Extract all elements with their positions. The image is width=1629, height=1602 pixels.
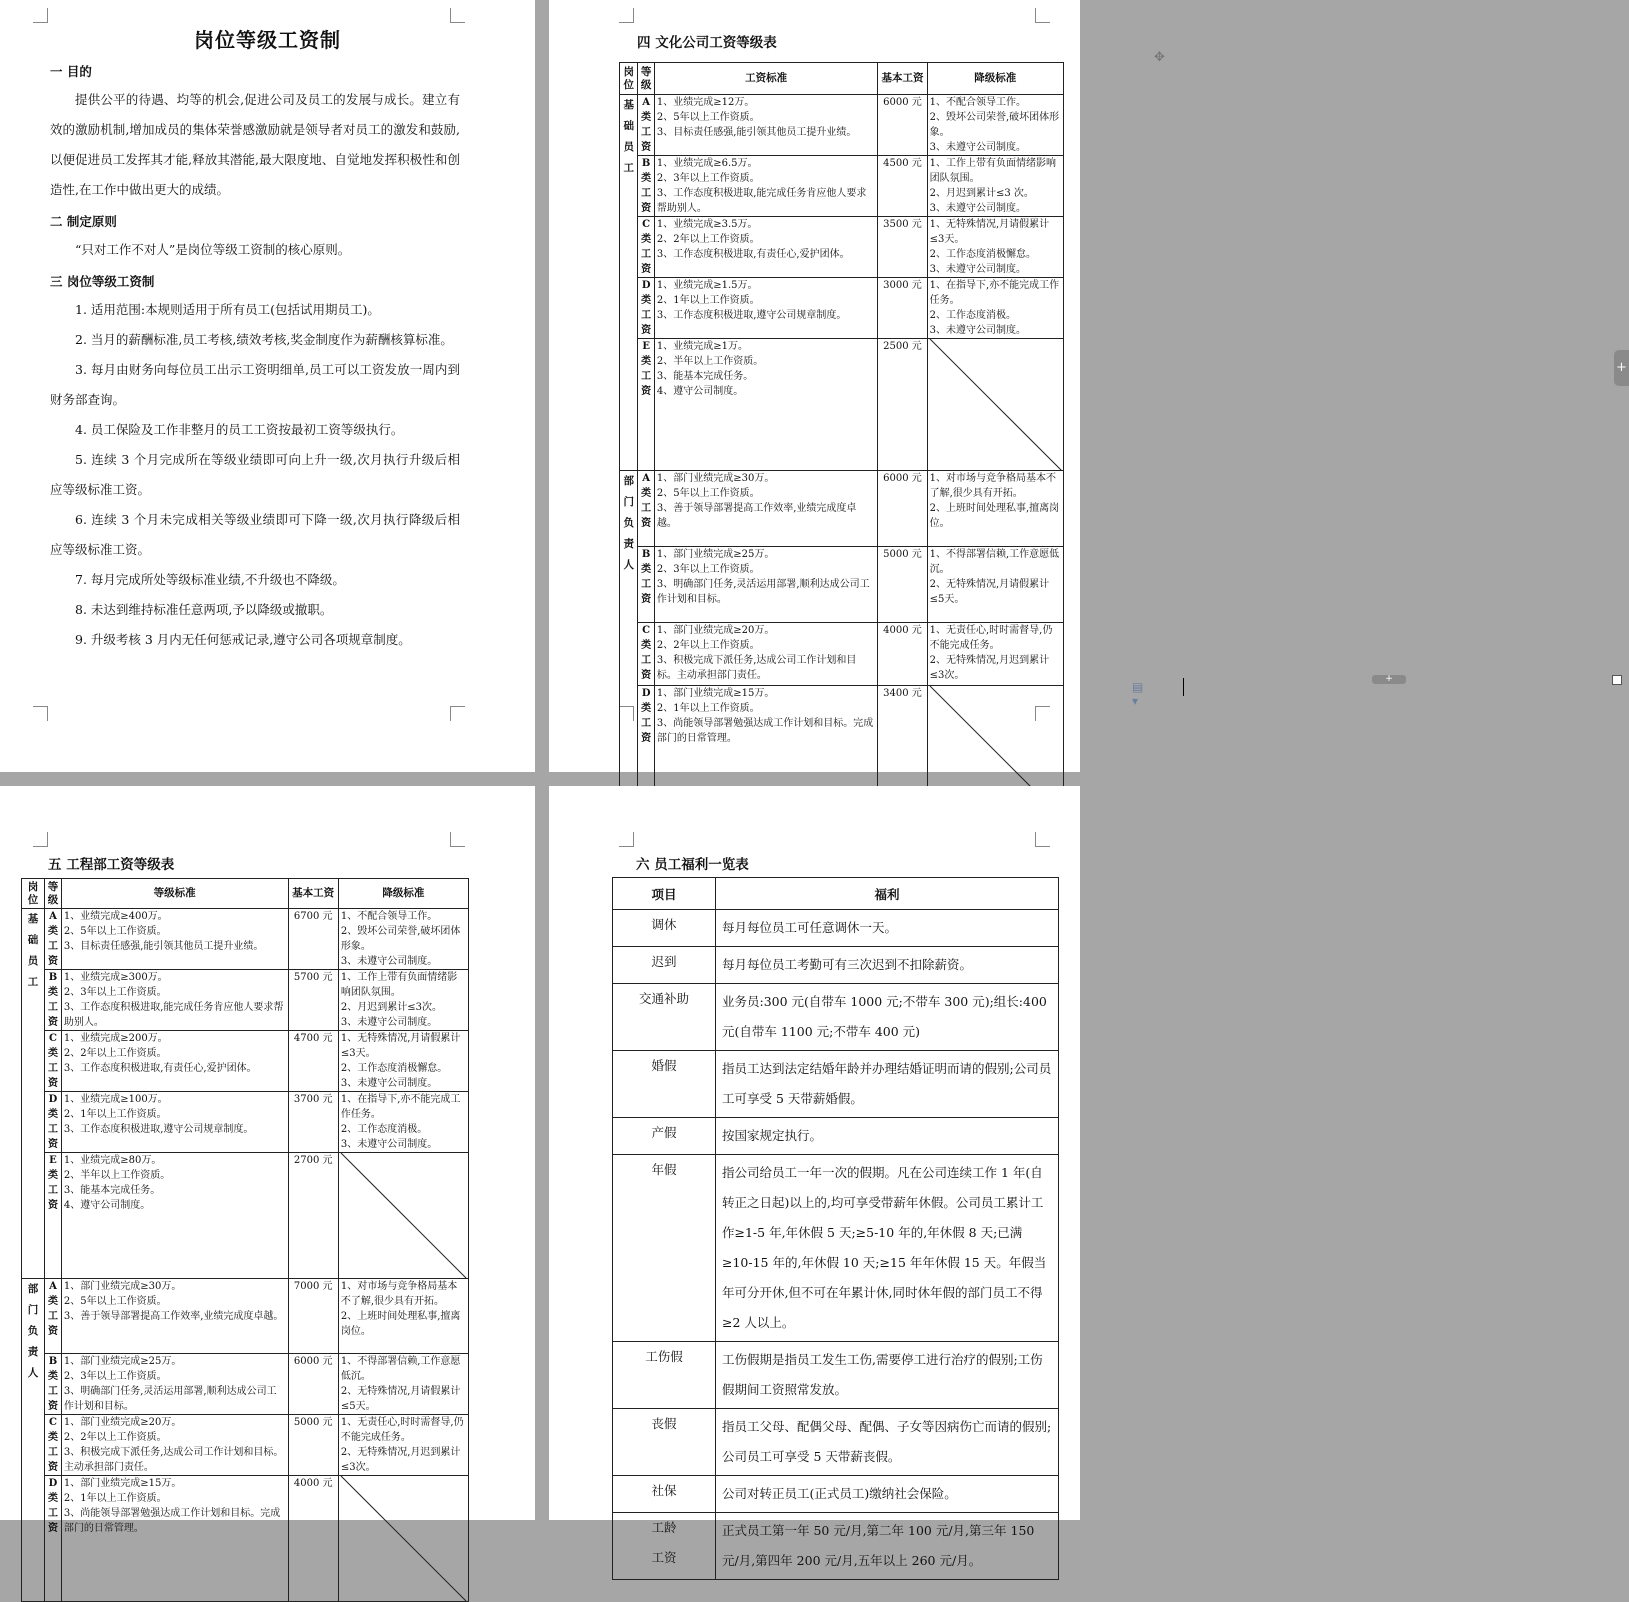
rule-item[interactable]: 2. 当月的薪酬标准,员工考核,绩效考核,奖金制度作为薪酬核算标准。 bbox=[75, 332, 453, 347]
demotion-cell[interactable]: 1、不得部署信赖,工作意愿低沉。 2、无特殊情况,月请假累计≤5天。 bbox=[927, 547, 1063, 623]
position-group-cell: 基础员工 bbox=[22, 909, 45, 1279]
demotion-cell-empty bbox=[338, 1476, 468, 1602]
demotion-cell[interactable]: 1、在指导下,亦不能完成工作任务。 2、工作态度消极。 3、未遵守公司制度。 bbox=[927, 278, 1063, 339]
salary-row[interactable] bbox=[22, 1092, 469, 1153]
level-cell: B类工资 bbox=[638, 547, 654, 623]
benefit-row[interactable] bbox=[613, 1155, 1059, 1342]
culture-salary-table[interactable] bbox=[619, 62, 1064, 819]
standard-cell[interactable]: 1、部门业绩完成≥20万。 2、2年以上工作资质。 3、积极完成下派任务,达成公司工作计划和目标。主动承担部门责任。 bbox=[61, 1415, 288, 1476]
level-cell: B类工资 bbox=[45, 970, 62, 1031]
demotion-cell[interactable]: 1、对市场与竞争格局基本不了解,很少具有开拓。 2、上班时间处理私事,擅离岗位。 bbox=[927, 471, 1063, 547]
benefit-row[interactable] bbox=[613, 984, 1059, 1051]
paste-options-icon[interactable]: ▤ ▾ bbox=[1132, 680, 1144, 708]
salary-row[interactable] bbox=[22, 970, 469, 1031]
header-demotion: 降级标准 bbox=[338, 879, 468, 909]
benefits-table[interactable] bbox=[612, 877, 1059, 1580]
add-row-button[interactable]: + bbox=[1372, 675, 1406, 684]
position-group-cell: 部门负责人 bbox=[22, 1279, 45, 1602]
principle-paragraph[interactable]: “只对工作不对人”是岗位等级工资制的核心原则。 bbox=[75, 242, 351, 257]
rule-item[interactable]: 8. 未达到维持标准任意两项,予以降级或撤职。 bbox=[75, 602, 333, 617]
crop-mark bbox=[33, 832, 48, 847]
benefit-row[interactable] bbox=[613, 1342, 1059, 1409]
benefit-text-cell[interactable]: 按国家规定执行。 bbox=[716, 1118, 1059, 1155]
salary-row[interactable] bbox=[22, 1415, 469, 1476]
benefit-text-cell[interactable]: 公司对转正员工(正式员工)缴纳社会保险。 bbox=[716, 1476, 1059, 1513]
standard-cell[interactable]: 1、部门业绩完成≥15万。 2、1年以上工作资质。 3、尚能领导部署勉强达成工作计划和目标。完成部门的日常管理。 bbox=[61, 1476, 288, 1602]
standard-cell[interactable]: 1、部门业绩完成≥25万。 2、3年以上工作资质。 3、明确部门任务,灵活运用部署,顺利达成公司工作计划和目标。 bbox=[61, 1354, 288, 1415]
engineering-salary-table[interactable] bbox=[21, 878, 469, 1602]
benefit-item-cell[interactable]: 社保 bbox=[613, 1476, 716, 1513]
empty-cell-diagonal bbox=[341, 1153, 466, 1278]
salary-row[interactable] bbox=[620, 156, 1064, 217]
level-cell: A类工资 bbox=[638, 95, 654, 156]
benefit-item-cell[interactable]: 调休 bbox=[613, 910, 716, 947]
section-heading-principle[interactable]: 二 制定原则 bbox=[50, 214, 117, 229]
benefit-text-cell[interactable]: 指员工父母、配偶父母、配偶、子女等因病伤亡而请的假别;公司员工可享受 5 天带薪丧假。 bbox=[716, 1409, 1059, 1476]
demotion-cell[interactable]: 1、无责任心,时时需督导,仍不能完成任务。 2、无特殊情况,月迟到累计≤3次。 bbox=[338, 1415, 468, 1476]
level-cell: B类工资 bbox=[638, 156, 654, 217]
benefit-row[interactable] bbox=[613, 1051, 1059, 1118]
benefit-row[interactable] bbox=[613, 1513, 1059, 1580]
engineering-table-heading[interactable]: 五 工程部工资等级表 bbox=[48, 857, 175, 873]
crop-mark bbox=[450, 706, 465, 721]
base-salary-cell[interactable]: 6000 元 bbox=[878, 471, 927, 547]
demotion-cell[interactable]: 1、无责任心,时时需督导,仍不能完成任务。 2、无特殊情况,月迟到累计≤3次。 bbox=[927, 623, 1063, 686]
crop-mark bbox=[450, 8, 465, 23]
demotion-cell[interactable]: 1、无特殊情况,月请假累计≤3天。 2、工作态度消极懈怠。 3、未遵守公司制度。 bbox=[927, 217, 1063, 278]
standard-cell[interactable]: 1、业绩完成≥80万。 2、半年以上工作资质。 3、能基本完成任务。 4、遵守公司制度。 bbox=[61, 1153, 288, 1279]
benefit-row[interactable] bbox=[613, 947, 1059, 984]
benefit-item-cell[interactable]: 年假 bbox=[613, 1155, 716, 1342]
base-salary-cell[interactable]: 6000 元 bbox=[288, 1354, 338, 1415]
table-move-icon[interactable]: ✥ bbox=[1154, 50, 1165, 65]
level-cell: D类工资 bbox=[45, 1092, 62, 1153]
level-cell: D类工资 bbox=[638, 278, 654, 339]
salary-row[interactable] bbox=[22, 1354, 469, 1415]
salary-row[interactable] bbox=[620, 217, 1064, 278]
benefit-item-cell[interactable]: 婚假 bbox=[613, 1051, 716, 1118]
base-salary-cell[interactable]: 4700 元 bbox=[288, 1031, 338, 1092]
purpose-paragraph[interactable]: 提供公平的待遇、均等的机会,促进公司及员工的发展与成长。建立有效的激励机制,增加成员的集体荣誉感激励就是领导者对员工的激发和鼓励,以便促进员工发挥其才能,释放其潜能,最大限度地、自觉地发挥积极性和创造性,在工作中做出更大的成绩。 bbox=[50, 92, 460, 197]
level-cell: C类工资 bbox=[45, 1415, 62, 1476]
base-salary-cell[interactable]: 3700 元 bbox=[288, 1092, 338, 1153]
salary-row[interactable] bbox=[620, 339, 1064, 471]
standard-cell[interactable]: 1、部门业绩完成≥25万。 2、3年以上工作资质。 3、明确部门任务,灵活运用部署,顺利达成公司工作计划和目标。 bbox=[654, 547, 878, 623]
level-cell: A类工资 bbox=[45, 909, 62, 970]
header-base-salary: 基本工资 bbox=[288, 879, 338, 909]
base-salary-cell[interactable]: 6700 元 bbox=[288, 909, 338, 970]
level-cell: D类工资 bbox=[638, 686, 654, 818]
standard-cell[interactable]: 1、业绩完成≥1.5万。 2、1年以上工作资质。 3、工作态度积极进取,遵守公司规章制度。 bbox=[654, 278, 878, 339]
salary-row[interactable] bbox=[620, 278, 1064, 339]
benefit-row[interactable] bbox=[613, 1118, 1059, 1155]
salary-row[interactable] bbox=[620, 547, 1064, 623]
level-cell: A类工资 bbox=[638, 471, 654, 547]
rule-item[interactable]: 6. 连续 3 个月未完成相关等级业绩即可下降一级,次月执行降级后相应等级标准工资。 bbox=[50, 512, 460, 557]
standard-cell[interactable]: 1、部门业绩完成≥30万。 2、5年以上工作资质。 3、善于领导部署提高工作效率,业绩完成度卓越。 bbox=[654, 471, 878, 547]
base-salary-cell[interactable]: 4000 元 bbox=[878, 623, 927, 686]
crop-mark bbox=[1035, 832, 1050, 847]
standard-cell[interactable]: 1、业绩完成≥100万。 2、1年以上工作资质。 3、工作态度积极进取,遵守公司规章制度。 bbox=[61, 1092, 288, 1153]
benefit-item-cell[interactable]: 工龄 工资 bbox=[613, 1513, 716, 1580]
salary-row[interactable] bbox=[620, 471, 1064, 547]
header-position: 岗位 bbox=[620, 63, 638, 95]
header-standard: 工资标准 bbox=[654, 63, 878, 95]
header-position: 岗位 bbox=[22, 879, 45, 909]
benefit-text-cell[interactable]: 业务员:300 元(自带车 1000 元;不带车 300 元);组长:400 元(自带车 1100 元;不带车 400 元) bbox=[716, 984, 1059, 1051]
salary-row[interactable] bbox=[22, 1153, 469, 1279]
benefit-item-cell[interactable]: 交通补助 bbox=[613, 984, 716, 1051]
document-title[interactable]: 岗位等级工资制 bbox=[194, 28, 341, 52]
demotion-cell-empty bbox=[338, 1153, 468, 1279]
crop-mark bbox=[33, 8, 48, 23]
position-group-cell: 部门负责人 bbox=[620, 471, 638, 818]
salary-row[interactable] bbox=[22, 1031, 469, 1092]
base-salary-cell[interactable]: 3000 元 bbox=[878, 278, 927, 339]
standard-cell[interactable]: 1、部门业绩完成≥20万。 2、2年以上工作资质。 3、积极完成下派任务,达成公司工作计划和目标。主动承担部门责任。 bbox=[654, 623, 878, 686]
salary-row[interactable] bbox=[22, 1476, 469, 1602]
header-standard: 等级标准 bbox=[61, 879, 288, 909]
document-page-1 bbox=[0, 0, 535, 772]
benefit-row[interactable] bbox=[613, 1409, 1059, 1476]
culture-table-heading[interactable]: 四 文化公司工资等级表 bbox=[637, 35, 777, 51]
benefit-text-cell[interactable]: 每月每位员工可任意调休一天。 bbox=[716, 910, 1059, 947]
rule-item[interactable]: 1. 适用范围:本规则适用于所有员工(包括试用期员工)。 bbox=[75, 302, 380, 317]
demotion-cell[interactable]: 1、对市场与竞争格局基本不了解,很少具有开拓。 2、上班时间处理私事,擅离岗位。 bbox=[338, 1279, 468, 1354]
demotion-cell[interactable]: 1、不得部署信赖,工作意愿低沉。 2、无特殊情况,月请假累计≤5天。 bbox=[338, 1354, 468, 1415]
section-heading-purpose[interactable]: 一 目的 bbox=[50, 64, 92, 79]
base-salary-cell[interactable]: 2500 元 bbox=[878, 339, 927, 471]
rule-item[interactable]: 5. 连续 3 个月完成所在等级业绩即可向上升一级,次月执行升级后相应等级标准工资。 bbox=[50, 452, 460, 497]
document-page-3 bbox=[0, 786, 535, 1535]
rules-list[interactable] bbox=[50, 295, 460, 655]
benefit-row[interactable] bbox=[613, 910, 1059, 947]
level-cell: D类工资 bbox=[45, 1476, 62, 1602]
header-demotion: 降级标准 bbox=[927, 63, 1063, 95]
demotion-cell[interactable]: 1、无特殊情况,月请假累计≤3天。 2、工作态度消极懈怠。 3、未遵守公司制度。 bbox=[338, 1031, 468, 1092]
level-cell: C类工资 bbox=[45, 1031, 62, 1092]
standard-cell[interactable]: 1、部门业绩完成≥15万。 2、1年以上工作资质。 3、尚能领导部署勉强达成工作计划和目标。完成部门的日常管理。 bbox=[654, 686, 878, 818]
base-salary-cell[interactable]: 4000 元 bbox=[288, 1476, 338, 1602]
benefit-text-cell[interactable]: 每月每位员工考勤可有三次迟到不扣除薪资。 bbox=[716, 947, 1059, 984]
text-cursor bbox=[1183, 678, 1184, 696]
position-group-cell: 基础员工 bbox=[620, 95, 638, 471]
base-salary-cell[interactable]: 7000 元 bbox=[288, 1279, 338, 1354]
salary-row[interactable] bbox=[620, 95, 1064, 156]
standard-cell[interactable]: 1、业绩完成≥200万。 2、2年以上工作资质。 3、工作态度积极进取,有责任心,爱护团体。 bbox=[61, 1031, 288, 1092]
standard-cell[interactable]: 1、业绩完成≥12万。 2、5年以上工作资质。 3、目标责任感强,能引领其他员工提升业绩。 bbox=[654, 95, 878, 156]
base-salary-cell[interactable]: 5000 元 bbox=[288, 1415, 338, 1476]
demotion-cell[interactable]: 1、工作上带有负面情绪影响团队氛围。 2、月迟到累计≤3次。 3、未遵守公司制度。 bbox=[338, 970, 468, 1031]
base-salary-cell[interactable]: 6000 元 bbox=[878, 95, 927, 156]
rule-item[interactable]: 9. 升级考核 3 月内无任何惩戒记录,遵守公司各项规章制度。 bbox=[75, 632, 411, 647]
table-resize-handle[interactable] bbox=[1612, 675, 1622, 685]
benefit-text-cell[interactable]: 正式员工第一年 50 元/月,第二年 100 元/月,第三年 150 元/月,第四年 200 元/月,五年以上 260 元/月。 bbox=[716, 1513, 1059, 1580]
base-salary-cell[interactable]: 3500 元 bbox=[878, 217, 927, 278]
header-benefit: 福利 bbox=[716, 878, 1059, 910]
level-cell: B类工资 bbox=[45, 1354, 62, 1415]
base-salary-cell[interactable]: 2700 元 bbox=[288, 1153, 338, 1279]
benefit-text-cell[interactable]: 工伤假期是指员工发生工伤,需要停工进行治疗的假别;工伤假期间工资照常发放。 bbox=[716, 1342, 1059, 1409]
standard-cell[interactable]: 1、业绩完成≥300万。 2、3年以上工作资质。 3、工作态度积极进取,能完成任务肯应他人要求帮助别人。 bbox=[61, 970, 288, 1031]
header-item: 项目 bbox=[613, 878, 716, 910]
salary-row[interactable] bbox=[22, 909, 469, 970]
crop-mark bbox=[619, 832, 634, 847]
base-salary-cell[interactable]: 4500 元 bbox=[878, 156, 927, 217]
level-cell: C类工资 bbox=[638, 217, 654, 278]
document-page-4 bbox=[549, 786, 1080, 1568]
standard-cell[interactable]: 1、部门业绩完成≥30万。 2、5年以上工作资质。 3、善于领导部署提高工作效率,业绩完成度卓越。 bbox=[61, 1279, 288, 1354]
base-salary-cell[interactable]: 3400 元 bbox=[878, 686, 927, 818]
crop-mark bbox=[33, 706, 48, 721]
document-page-2 bbox=[549, 0, 1627, 772]
standard-cell[interactable]: 1、业绩完成≥400万。 2、5年以上工作资质。 3、目标责任感强,能引领其他员工提升业绩。 bbox=[61, 909, 288, 970]
header-level: 等级 bbox=[638, 63, 654, 95]
demotion-cell[interactable]: 1、工作上带有负面情绪影响团队氛围。 2、月迟到累计≤3 次。 3、未遵守公司制度。 bbox=[927, 156, 1063, 217]
empty-cell-diagonal bbox=[341, 1476, 466, 1601]
benefit-text-cell[interactable]: 指公司给员工一年一次的假期。凡在公司连续工作 1 年(自转正之日起)以上的,均可享受带薪年休假。公司员工累计工作≥1-5 年,年休假 5 天;≥5-10 年的,年休假 8 天;已满≥10-15 年的,年休假 10 天;≥15 年年休假 15 天。年假当年可分开休,但不可在年累计休,同时休年假的部门员工不得≥2 人以上。 bbox=[716, 1155, 1059, 1342]
benefit-item-cell[interactable]: 产假 bbox=[613, 1118, 716, 1155]
crop-mark bbox=[1035, 8, 1050, 23]
level-cell: E类工资 bbox=[45, 1153, 62, 1279]
section-heading-salary-system[interactable]: 三 岗位等级工资制 bbox=[50, 274, 155, 289]
base-salary-cell[interactable]: 5700 元 bbox=[288, 970, 338, 1031]
benefit-item-cell[interactable]: 迟到 bbox=[613, 947, 716, 984]
salary-row[interactable] bbox=[22, 1279, 469, 1354]
header-base-salary: 基本工资 bbox=[878, 63, 927, 95]
standard-cell[interactable]: 1、业绩完成≥1万。 2、半年以上工作资质。 3、能基本完成任务。 4、遵守公司制度。 bbox=[654, 339, 878, 471]
benefit-row[interactable] bbox=[613, 1476, 1059, 1513]
crop-mark bbox=[450, 832, 465, 847]
demotion-cell-empty bbox=[927, 339, 1063, 471]
demotion-cell[interactable]: 1、不配合领导工作。 2、毁坏公司荣誉,破坏团体形象。 3、未遵守公司制度。 bbox=[927, 95, 1063, 156]
rule-item[interactable]: 4. 员工保险及工作非整月的员工工资按最初工资等级执行。 bbox=[75, 422, 404, 437]
salary-row[interactable] bbox=[620, 623, 1064, 686]
base-salary-cell[interactable]: 5000 元 bbox=[878, 547, 927, 623]
crop-mark bbox=[619, 8, 634, 23]
level-cell: A类工资 bbox=[45, 1279, 62, 1354]
benefits-table-heading[interactable]: 六 员工福利一览表 bbox=[636, 857, 749, 873]
rule-item[interactable]: 7. 每月完成所处等级标准业绩,不升级也不降级。 bbox=[75, 572, 345, 587]
benefit-item-cell[interactable]: 丧假 bbox=[613, 1409, 716, 1476]
demotion-cell[interactable]: 1、不配合领导工作。 2、毁坏公司荣誉,破坏团体形象。 3、未遵守公司制度。 bbox=[338, 909, 468, 970]
header-level: 等级 bbox=[45, 879, 62, 909]
benefit-item-cell[interactable]: 工伤假 bbox=[613, 1342, 716, 1409]
add-column-button[interactable]: + bbox=[1614, 350, 1629, 386]
demotion-cell[interactable]: 1、在指导下,亦不能完成工作任务。 2、工作态度消极。 3、未遵守公司制度。 bbox=[338, 1092, 468, 1153]
level-cell: C类工资 bbox=[638, 623, 654, 686]
standard-cell[interactable]: 1、业绩完成≥3.5万。 2、2年以上工作资质。 3、工作态度积极进取,有责任心,爱护团体。 bbox=[654, 217, 878, 278]
empty-cell-diagonal bbox=[930, 339, 1061, 470]
standard-cell[interactable]: 1、业绩完成≥6.5万。 2、3年以上工作资质。 3、工作态度积极进取,能完成任务肯应他人要求帮助别人。 bbox=[654, 156, 878, 217]
benefit-text-cell[interactable]: 指员工达到法定结婚年龄并办理结婚证明而请的假别;公司员工可享受 5 天带薪婚假。 bbox=[716, 1051, 1059, 1118]
level-cell: E类工资 bbox=[638, 339, 654, 471]
rule-item[interactable]: 3. 每月由财务向每位员工出示工资明细单,员工可以工资发放一周内到财务部查询。 bbox=[50, 362, 460, 407]
